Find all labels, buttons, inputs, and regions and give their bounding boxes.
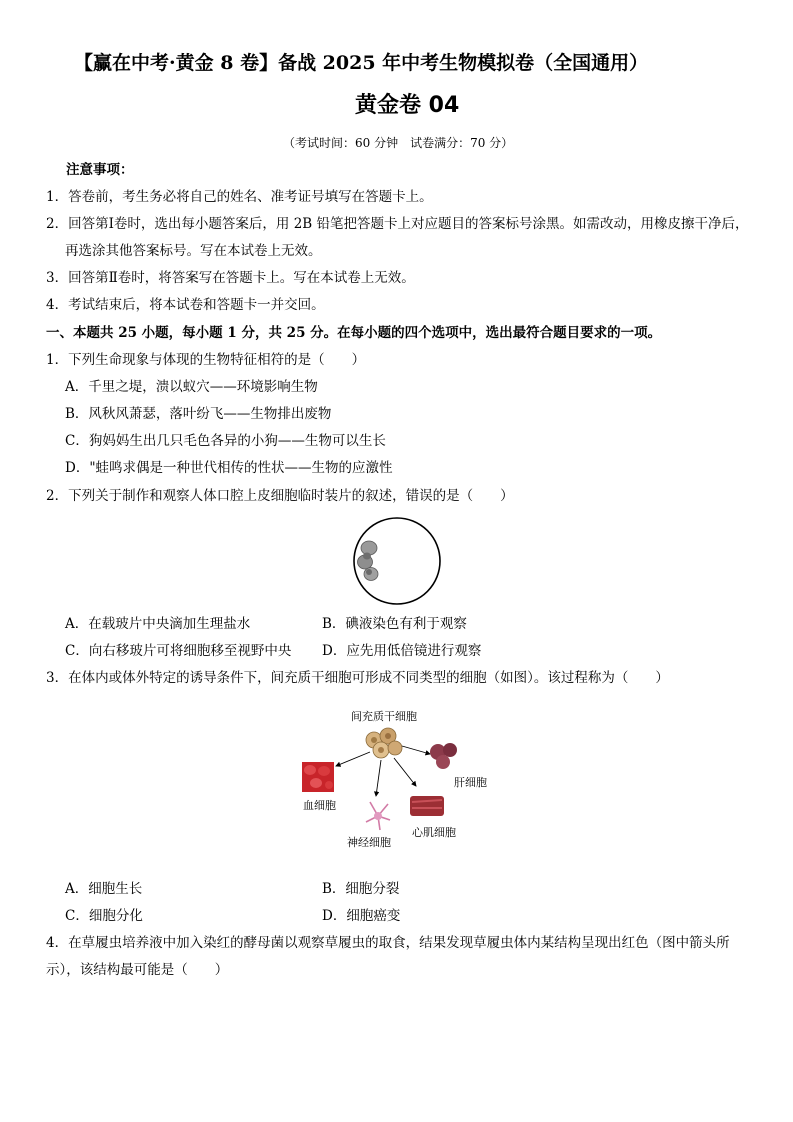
q3-option-a: A．细胞生长: [65, 881, 143, 897]
blood-cells: [302, 762, 334, 792]
arrow-to-liver: [402, 746, 430, 754]
exam-info: （考试时间：60 分钟 试卷满分：70 分）: [283, 136, 514, 150]
q3-stem: 3．在体内或体外特定的诱导条件下，间充质干细胞可形成不同类型的细胞（如图）。该过程称为（ ）: [46, 670, 669, 686]
label-stem-cell: 间充质干细胞: [351, 710, 417, 723]
q2-option-d: D．应先用低倍镜进行观察: [322, 643, 482, 659]
label-blood-cell: 血细胞: [303, 799, 336, 812]
notes-heading: 注意事项：: [66, 162, 134, 178]
microscope-field-figure: [352, 516, 444, 608]
arrow-to-blood: [336, 752, 370, 766]
note-item-2-cont: 再选涂其他答案标号。写在本试卷上无效。: [65, 243, 322, 259]
q4-stem-line-2: 示），该结构最可能是（ ）: [46, 962, 229, 978]
note-item-3: 3．回答第Ⅱ卷时，将答案写在答题卡上。写在本试卷上无效。: [46, 270, 415, 286]
label-heart-cell: 心肌细胞: [412, 826, 456, 839]
q2-stem: 2．下列关于制作和观察人体口腔上皮细胞临时装片的叙述，错误的是（ ）: [46, 488, 514, 504]
q2-option-c: C．向右移玻片可将细胞移至视野中央: [65, 643, 292, 659]
q1-option-d: D．"蛙鸣求偶是一种世代相传的性状——生物的应激性: [65, 460, 393, 476]
q1-option-b: B．风秋风萧瑟，落叶纷飞——生物排出废物: [65, 406, 332, 422]
q4-stem-line-1: 4．在草履虫培养液中加入染红的酵母菌以观察草履虫的取食，结果发现草履虫体内某结构呈现出红色（图中箭头所: [46, 935, 730, 951]
exam-title: 【赢在中考·黄金 8 卷】备战 2025 年中考生物模拟卷（全国通用）: [74, 52, 649, 74]
note-item-1: 1．答卷前，考生务必将自己的姓名、准考证号填写在答题卡上。: [46, 189, 433, 205]
label-liver-cell: 肝细胞: [454, 776, 487, 789]
neuron-cell: [366, 802, 390, 830]
q3-option-d: D．细胞癌变: [322, 908, 401, 924]
paper-subtitle: 黄金卷 04: [355, 93, 460, 118]
label-neuron: 神经细胞: [347, 836, 391, 849]
arrow-to-neuron: [376, 760, 381, 796]
q1-option-c: C．狗妈妈生出几只毛色各异的小狗——生物可以生长: [65, 433, 386, 449]
heart-muscle-cells: [410, 796, 444, 816]
q1-option-a: A．千里之堤，溃以蚁穴——环境影响生物: [65, 379, 318, 395]
q3-option-c: C．细胞分化: [65, 908, 143, 924]
q1-stem: 1．下列生命现象与体现的生物特征相符的是（ ）: [46, 352, 366, 368]
note-item-4: 4．考试结束后，将本试卷和答题卡一并交回。: [46, 297, 325, 313]
q3-option-b: B．细胞分裂: [322, 881, 400, 897]
note-item-2: 2．回答第Ⅰ卷时，选出每小题答案后，用 2B 铅笔把答题卡上对应题目的答案标号涂黑。如需改动，用橡皮擦干净后，: [46, 216, 749, 232]
section-1-heading: 一、本题共 25 小题，每小题 1 分，共 25 分。在每小题的四个选项中，选出最符合题目要求的一项。: [46, 325, 662, 341]
liver-cells: [430, 743, 457, 769]
stem-cell-cluster: [366, 728, 402, 758]
q2-option-a: A．在载玻片中央滴加生理盐水: [65, 616, 251, 632]
arrow-to-heart: [394, 758, 416, 786]
q2-option-b: B．碘液染色有利于观察: [322, 616, 467, 632]
